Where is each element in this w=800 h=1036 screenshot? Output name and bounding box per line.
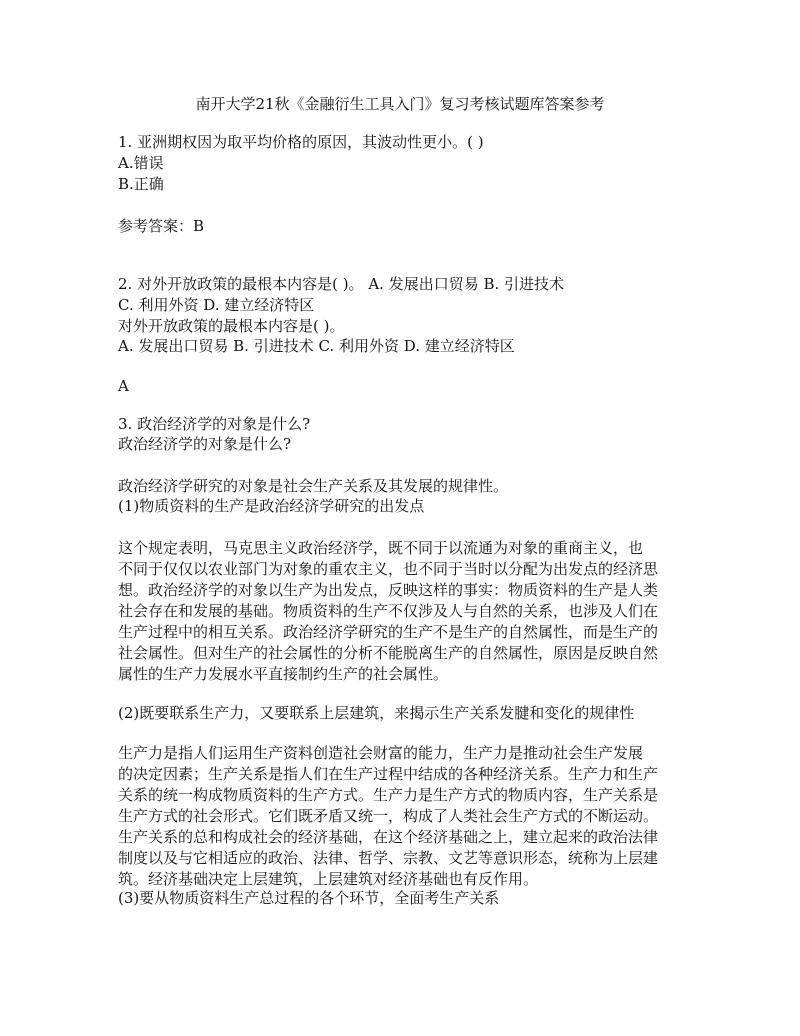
question-1-option-b: B.正确 [118, 175, 164, 193]
question-2-line-4: A. 发展出口贸易 B. 引进技术 C. 利用外资 D. 建立经济特区 [118, 337, 515, 355]
answer-paragraph-line: (2)既要联系生产力，又要联系上层建筑，来揭示生产关系发腱和变化的规律性 [118, 704, 635, 722]
answer-paragraph-line: 制度以及与它相适应的政治、法律、哲学、宗教、文艺等意识形态，统称为上层建 [118, 849, 659, 867]
answer-paragraph-line: 生产力是指人们运用生产资料创造社会财富的能力，生产力是推动社会生产发展 [118, 744, 644, 762]
answer-paragraph-line: 关系的统一构成物质资料的生产方式。生产力是生产方式的物质内容，生产关系是 [118, 786, 659, 804]
document-title: 南开大学21秋《金融衍生工具入门》复习考核试题库答案参考 [195, 95, 605, 113]
answer-paragraph-line: 生产关系的总和构成社会的经济基础，在这个经济基础之上，建立起来的政治法律 [118, 828, 659, 846]
question-2-line-2: C. 利用外资 D. 建立经济特区 [118, 296, 315, 314]
answer-paragraph-line: 社会属性。但对生产的社会属性的分析不能脱离生产的自然属性，原因是反映自然 [118, 644, 659, 662]
answer-paragraph-line: 属性的生产力发展水平直接制约生产的社会属性。 [118, 665, 449, 683]
question-1: 1. 亚洲期权因为取平均价格的原因，其波动性更小。( ) [118, 133, 484, 151]
question-1-option-a: A.错误 [118, 154, 164, 172]
question-2-line-1: 2. 对外开放政策的最根本内容是( )。 A. 发展出口贸易 B. 引进技术 [118, 275, 565, 293]
question-2-answer: A [118, 377, 129, 395]
answer-paragraph-line: (1)物质资料的生产是政治经济学研究的出发点 [118, 497, 425, 515]
question-3-line-2: 政治经济学的对象是什么? [118, 435, 292, 453]
answer-paragraph-line: 政治经济学研究的对象是社会生产关系及其发展的规律性。 [118, 477, 509, 495]
question-2-line-3: 对外开放政策的最根本内容是( )。 [118, 317, 345, 335]
answer-paragraph-line: 生产方式的社会形式。它们既矛盾又统一，构成了人类社会生产方式的不断运动。 [118, 807, 659, 825]
answer-paragraph-line: 这个规定表明，马克思主义政治经济学，既不同于以流通为对象的重商主义，也 [118, 539, 644, 557]
answer-paragraph-line: 的决定因素；生产关系是指人们在生产过程中结成的各种经济关系。生产力和生产 [118, 765, 659, 783]
answer-paragraph-line: 想。政治经济学的对象以生产为出发点，反映这样的事实：物质资料的生产是人类 [118, 581, 659, 599]
answer-paragraph-line: 不同于仅仅以农业部门为对象的重农主义，也不同于当时以分配为出发点的经济思 [118, 560, 659, 578]
answer-paragraph-line: 社会存在和发展的基础。物质资料的生产不仅涉及人与自然的关系，也涉及人们在 [118, 602, 659, 620]
answer-paragraph-line: 生产过程中的相互关系。政治经济学研究的生产不是生产的自然属性，而是生产的 [118, 623, 659, 641]
question-1-answer: 参考答案：B [118, 217, 205, 235]
answer-paragraph-line: 筑。经济基础决定上层建筑，上层建筑对经济基础也有反作用。 [118, 870, 539, 888]
question-3-line-1: 3. 政治经济学的对象是什么? [118, 415, 311, 433]
answer-paragraph-line: (3)要从物质资料生产总过程的各个环节，全面考生产关系 [118, 889, 500, 907]
